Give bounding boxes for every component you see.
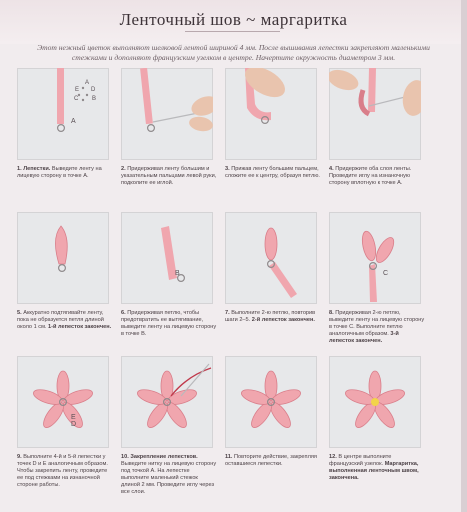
step-caption — [17, 166, 113, 180]
step-caption — [225, 166, 321, 180]
step-photo — [121, 356, 213, 448]
step-result: 1-й лепесток закончен. — [48, 324, 112, 330]
step-text: Выведите нитку на лицевую сторону под точкой А. На лепестке выполните маленький стежок длиной 2 мм. Проведите иглу через все слои. — [121, 461, 217, 495]
diagram-point-label: E — [75, 87, 80, 93]
step-heading: Закрепление лепестков. — [130, 454, 198, 460]
diagram-point-label: B — [92, 96, 97, 102]
step-number: 11. — [225, 454, 235, 460]
step-number: 12. — [329, 454, 339, 460]
diagram-point-label: C — [74, 96, 79, 102]
step-caption — [225, 454, 321, 468]
step-number: 8. — [329, 310, 336, 316]
step-photo — [121, 68, 213, 160]
step-caption — [329, 310, 425, 345]
step-text: Аккуратно подтягивайте ленту, пока не образуется петля длиной около 1 см. — [17, 310, 104, 330]
step-number: 5. — [17, 310, 24, 316]
page-title: Ленточный шов ~ маргаритка — [119, 10, 348, 29]
step-number: 4. — [329, 166, 336, 172]
step-photo — [17, 356, 109, 448]
step-result: 2-й лепесток закончен. — [251, 317, 315, 323]
step-text: Выполните 4-й и 5-й лепестки у точек D и E аналогичным образом. Чтобы закрепить ленту, проведите ее под стежками на изнаночной стороне работы. — [17, 454, 108, 488]
step-text: Придержите оба слоя ленты. Проведите иглу на изнаночную сторону вплотную к точке А. — [329, 166, 412, 186]
point-label: C — [383, 270, 389, 277]
step-caption — [329, 454, 425, 482]
step-text: Прижав ленту большим пальцем, сложите ее к центру, образуя петлю. — [225, 166, 320, 179]
step-number: 3. — [225, 166, 232, 172]
step-photo — [329, 356, 421, 448]
title-divider — [185, 31, 280, 32]
step-number: 7. — [225, 310, 232, 316]
step-photo — [225, 212, 317, 304]
intro-text: Этот нежный цветок выполняют шелковой лентой шириной 4 мм. После вышивания лепестки закрепляют маленькими стежками и дополняют французским узелком в центре. Начертите окружность диаметром 3 мм. — [37, 43, 430, 62]
step-photo — [121, 212, 213, 304]
step-caption — [121, 454, 217, 496]
step-photo — [225, 356, 317, 448]
step-caption — [121, 166, 217, 187]
step-photo — [329, 68, 421, 160]
step-number: 9. — [17, 454, 24, 460]
step-text: Выполните 2-ю петлю, повторив шаги 2–5. — [225, 310, 316, 323]
step-number: 1. — [17, 166, 24, 172]
point-label: A — [71, 118, 76, 125]
step-caption — [17, 310, 113, 331]
point-diagram — [73, 80, 103, 110]
step-text: Выведите ленту на лицевую сторону в точке А. — [17, 166, 102, 179]
point-label: B — [175, 270, 180, 277]
step-photo — [17, 212, 109, 304]
diagram-point-label: A — [85, 80, 90, 86]
step-number: 2. — [121, 166, 128, 172]
step-result: 3-й лепесток закончен. — [329, 331, 399, 344]
step-text: Придерживая петлю, чтобы предотвратить ее вытягивание, выведите ленту на лицевую сторону в точке В. — [121, 310, 217, 337]
step-number: 10. — [121, 454, 131, 460]
step-text: Придерживая ленту большим и указательным пальцами левой руки, подколите ее иглой. — [121, 166, 217, 186]
step-caption — [17, 454, 113, 489]
step-heading: Лепестки. — [23, 166, 52, 172]
step-result: Маргаритка, выполненная ленточным швом, закончена. — [329, 461, 419, 481]
step-text: Придерживая 2-ю петлю, выведите ленту на лицевую сторону в точке С. Выполните петлю аналогичным образом. — [329, 310, 425, 337]
step-photo — [329, 212, 421, 304]
diagram-point-label: D — [91, 87, 96, 93]
step-caption — [329, 166, 425, 187]
step-caption — [121, 310, 217, 338]
step-caption — [225, 310, 321, 324]
step-photo — [225, 68, 317, 160]
step-text: В центре выполните французский узелок. — [329, 454, 392, 467]
page-edge — [461, 0, 467, 512]
step-number: 6. — [121, 310, 128, 316]
point-label: E D — [71, 414, 77, 428]
step-text: Повторите действие, закрепляя оставшиеся лепестки. — [225, 454, 317, 467]
